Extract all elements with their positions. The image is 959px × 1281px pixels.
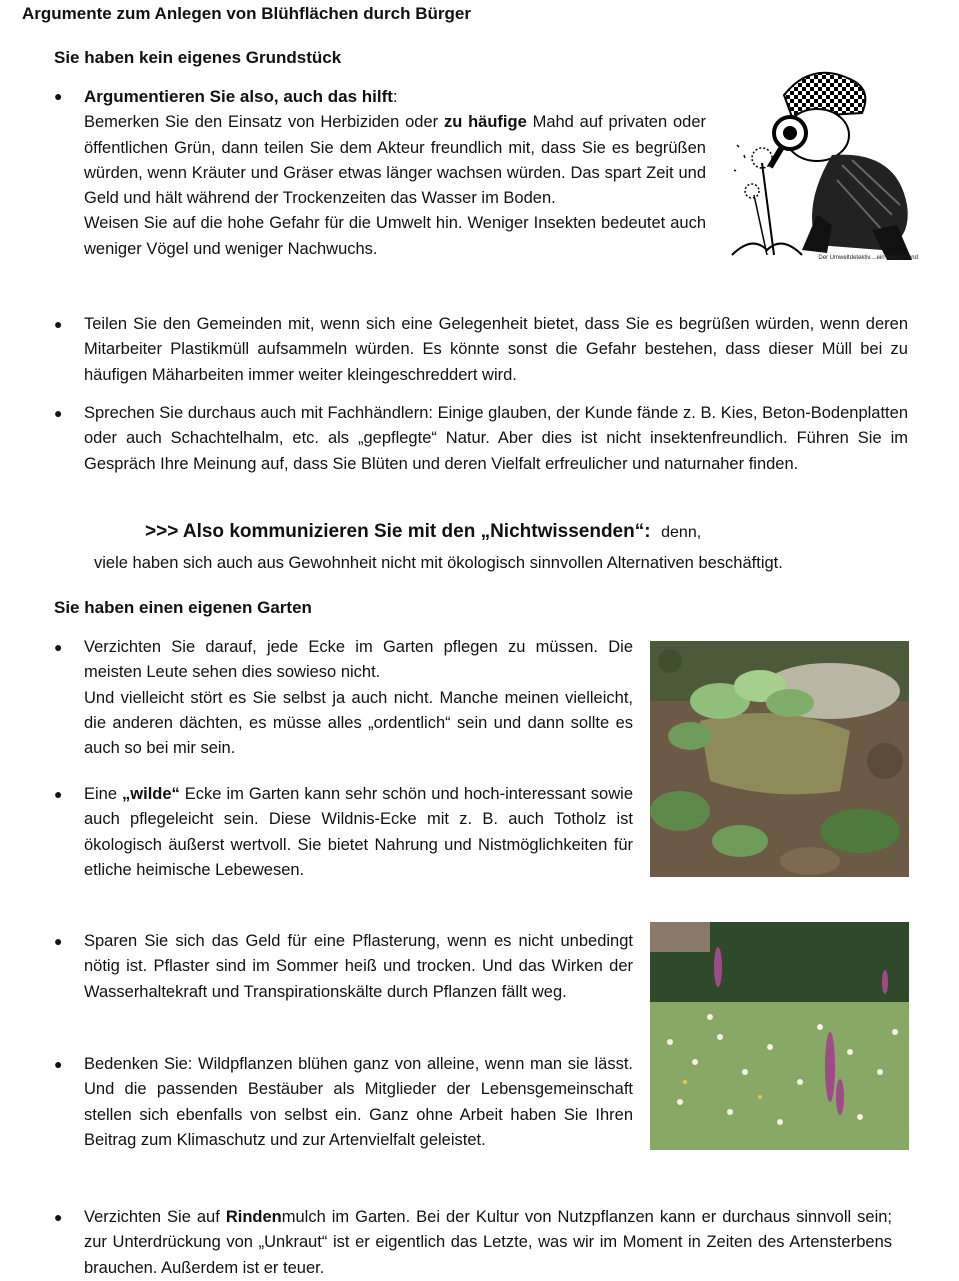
item-text-bold: Rinden (225, 1208, 282, 1226)
item-lead-colon: : (392, 87, 398, 106)
item-text: Sprechen Sie durchaus auch mit Fachhändlern: Einige glauben, der Kunde fände z. B. Kies, Beton-Bodenplatten oder auch Schachtelhalm, etc. als „gepflegte“ Natur. Aber dies ist nicht insektenfreundlich. Führen Sie im Gespräch Ihre Meinung auf, dass Sie Blüten und deren Vielfalt erfreulicher und naturnaher finden. (84, 404, 908, 473)
item-text: Ecke im Garten kann sehr schön und hoch-interessant sowie auch pflegeleicht sein. Diese Wildnis-Ecke mit z. B. auch Totholz ist ökologisch äußerst wertvoll. Sie bietet Nahrung und Nistmöglichkeiten für etliche heimische Lebewesen. (84, 785, 633, 879)
item-lead: Argumentieren Sie also, auch das hilft (84, 87, 393, 106)
item-text: Sparen Sie sich das Geld für eine Pflasterung, wenn es nicht unbedingt nötig ist. Pflaster sind im Sommer heiß und trocken. Und das Wirken der Wasserhaltekraft und Transpirationskälte durch Pflanzen fällt weg. (84, 932, 633, 1001)
item-text: Verzichten Sie auf (84, 1208, 226, 1226)
item-text: Verzichten Sie darauf, jede Ecke im Garten pflegen zu müssen. Die meisten Leute sehen dies sowieso nicht. (84, 638, 633, 682)
bullet-icon: ● (54, 786, 63, 802)
item-text: Weisen Sie auf die hohe Gefahr für die Umwelt hin. Weniger Insekten bedeutet auch weniger Vögel und weniger Nachwuchs. (84, 214, 706, 258)
item-text: Eine (84, 785, 123, 803)
item-text: Bedenken Sie: Wildpflanzen blühen ganz von alleine, wenn man sie lässt. Und die passenden Bestäuber als Mitglieder der Lebensgemeinschaft stellen sich ebenfalls von selbst ein. Ganz ohne Arbeit haben Sie Ihren Beitrag zum Klimaschutz und zur Artenvielfalt geleistet. (84, 1055, 633, 1149)
list-item (84, 635, 633, 761)
bullet-icon: ● (54, 1209, 63, 1225)
item-text: mulch im Garten. Bei der Kultur von Nutzpflanzen kann er durchaus sinnvoll sein; zur Unterdrückung von „Unkraut“ ist er eigentlich das Letzte, was wir im Moment in Zeiten des Artensterbens brauchen. Außerdem ist er teuer. (84, 1208, 892, 1277)
deadwood-photo-drawing (650, 641, 909, 877)
bullet-icon: ● (54, 405, 63, 421)
detective-drawing (722, 55, 922, 263)
item-text: Bemerken Sie den Einsatz von Herbiziden oder (84, 113, 444, 132)
bullet-icon: ● (54, 639, 63, 655)
bullet-icon: ● (54, 316, 63, 332)
list-item (84, 782, 633, 883)
illustration-caption: Der Umweltdetektiv....ein Naturfreund (818, 255, 918, 261)
meadow-photo-drawing (650, 922, 909, 1150)
list-item (84, 1205, 892, 1281)
item-text: Und vielleicht stört es Sie selbst ja auch nicht. Manche meinen vielleicht, die anderen dächten, es müsse alles „ordentlich“ sein und dann sollte es auch so bei mir sein. (84, 688, 633, 758)
section-heading-own-garden: Sie haben einen eigenen Garten (54, 598, 312, 617)
list-item (84, 1052, 633, 1153)
callout-line-2: viele haben sich auch aus Gewohnheit nicht mit ökologisch sinnvollen Alternativen beschäftigt. (94, 554, 783, 572)
list-item (84, 312, 908, 388)
callout-line (145, 521, 701, 543)
bullet-icon: ● (54, 88, 63, 104)
list-item (84, 84, 706, 262)
callout-strong: >>> Also kommunizieren Sie mit den „Nichtwissenden“: (145, 521, 651, 542)
callout-tail: denn, (661, 524, 702, 541)
section-heading-no-property: Sie haben kein eigenes Grundstück (54, 48, 342, 67)
photo-wildflower-meadow (650, 922, 909, 1150)
page-title: Argumente zum Anlegen von Blühflächen durch Bürger (22, 4, 471, 23)
item-text: Mahd auf privaten oder öffentlichen Grün, dann teilen Sie dem Akteur freundlich mit, dass Sie es begrüßen würden, wenn Kräuter und Gräser etwas länger wachsen würden. Das spart Zeit und Geld und hält während der Trockenzeiten das Wasser im Boden. (84, 113, 706, 208)
detective-illustration (722, 55, 922, 263)
bullet-icon: ● (54, 1056, 63, 1072)
list-item (84, 401, 908, 477)
item-text-bold: „wilde“ (122, 785, 180, 803)
photo-deadwood-corner (650, 641, 909, 877)
item-text-bold: zu häufige (443, 113, 527, 132)
item-text: Teilen Sie den Gemeinden mit, wenn sich eine Gelegenheit bietet, dass Sie es begrüßen würden, wenn deren Mitarbeiter Plastikmüll aufsammeln würden. Es könnte sonst die Gefahr bestehen, dass dieser Müll bei zu häufigen Mäharbeiten immer weiter kleingeschreddert wird. (84, 315, 908, 384)
bullet-icon: ● (54, 933, 63, 949)
list-item (84, 929, 633, 1005)
